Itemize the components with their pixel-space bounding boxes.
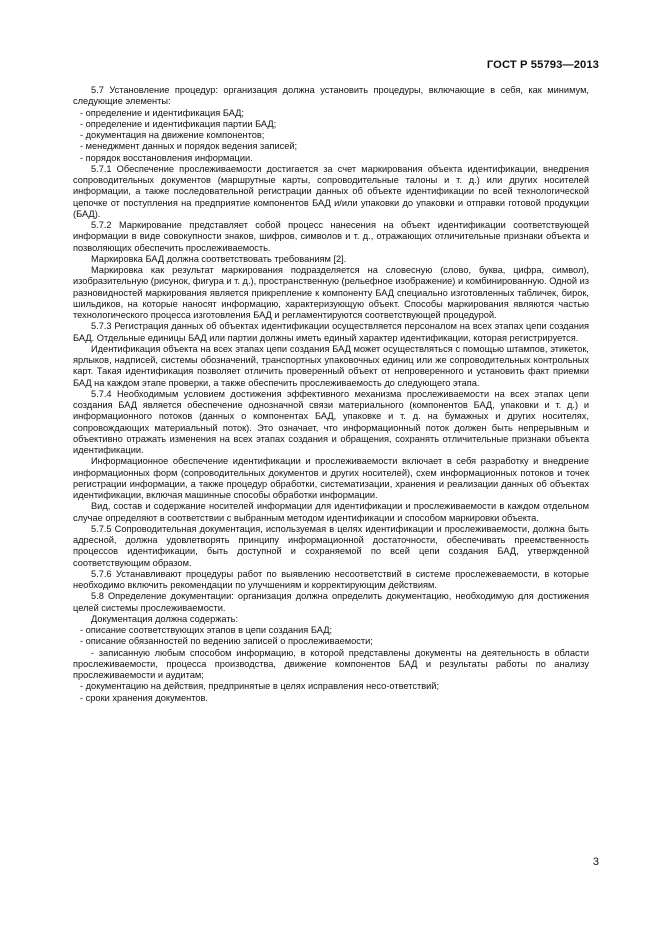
paragraph: 5.8 Определение документации: организация должна определить документацию, необходимую для достижения целей системы прослеживаемости. [73, 591, 589, 613]
document-body [73, 85, 589, 704]
list-item: - порядок восстановления информации. [80, 152, 253, 163]
paragraph: Документация должна содержать: [91, 613, 238, 624]
paragraph: - записанную любым способом информацию, в которой представлены документы на деятельность в области прослеживаемости, процесса производства, движение компонентов БАД и результаты работы по анализу прослеживаемости и аудитам; [73, 647, 589, 680]
paragraph: 5.7.4 Необходимым условием достижения эффективного механизма прослеживаемости на всех этапах цепи создания БАД является обеспечение однозначной связи материального (компонентов БАД, упаковки и т. д.) и информационного потоков (данных о компонентах БАД, упаковке и т. д. на бумажных и других носителях, сопровождающих материальный поток). Это означает, что информационный поток должен быть непрерывным и объективно отражать изменения на всех этапах создания и обращения, сохранять отличительные признаки объекта идентификации. [73, 388, 589, 455]
list-item: - документация на движение компонентов; [80, 130, 265, 140]
page-number: 3 [592, 856, 599, 868]
standard-header: ГОСТ Р 55793—2013 [486, 59, 599, 71]
list-item: - определение и идентификация партии БАД; [80, 118, 277, 129]
list-item: - описание обязанностей по ведению записей о прослеживаемости; [80, 636, 373, 647]
list-item: - менеджмент данных и порядок ведения записей; [80, 141, 298, 152]
paragraph: 5.7.3 Регистрация данных об объектах идентификации осуществляется персоналом на всех этапах цепи создания БАД. Отдельные единицы БАД или партии должны иметь единый характер идентификации, которая регистрируется. [73, 321, 589, 343]
paragraph: Идентификация объекта на всех этапах цепи создания БАД может осуществляться с помощью штампов, этикеток, ярлыков, надписей, системы обозначений, транспортных упаковочных единиц или же сопроводительных контрольных карт. Такая идентификация позволяет отличить проверенный объект от непроверенного и установить факт приемки БАД на каждом этапе проверки, а также обеспечить прослеживаемость до следующего этапа. [73, 343, 589, 388]
list-item: - документацию на действия, предпринятые в целях исправления несо-ответствий; [80, 681, 440, 692]
paragraph: 5.7.6 Устанавливают процедуры работ по выявлению несоответствий в системе прослежеваемости, в которые необходимо включить рекомендации по улучшениям и корректирующим действиям. [73, 568, 589, 590]
list-item: - определение и идентификация БАД; [80, 107, 245, 118]
paragraph: 5.7 Установление процедур: организация должна установить процедуры, включающие в себя, как минимум, следующие элементы: [73, 85, 589, 107]
paragraph: Маркировка БАД должна соответствовать требованиям [2]. [91, 253, 347, 264]
paragraph: Маркировка как результат маркирования подразделяется на словесную (слово, буква, цифра, символ), изобразительную (рисунок, фигура и т. д.), пространственную (рельефное изображение) и комбинированную. Одной из разновидностей маркирования является прикрепление к компоненту БАД специально изготовленных табличек, бирок, шильдиков, на которые наносят информацию, характеризующую объект. Способы маркирования являются частью технологического процесса изготовления БАД и регламентируются соответствующей процедурой. [73, 265, 589, 320]
list-item: - сроки хранения документов. [80, 692, 208, 703]
paragraph: 5.7.5 Сопроводительная документация, используемая в целях идентификации и прослеживаемости, должна быть адресной, должна удовлетворять принципу информационной достаточности, обеспечивать преемственность процессов идентификации, быть доступной и сохраняемой по всей цепи создания БАД, утвержденной соответствующим образом. [73, 523, 589, 568]
paragraph: 5.7.1 Обеспечение прослеживаемости достигается за счет маркирования объекта идентификации, внедрения сопроводительных документов (маршрутные карты, сопроводительные талоны и т. д.) или других носителей информации, а также последовательной регистрации данных об объекте идентификации по всей технологической цепочке от поступления на предприятие компонентов БАД и/или упаковки до упаковки и отправки готовой продукции (БАД). [73, 163, 589, 219]
paragraph: Вид, состав и содержание носителей информации для идентификации и прослеживаемости в каждом отдельном случае определяют в соответствии с выбранным методом идентификации и способом маркировки объекта. [73, 501, 589, 523]
paragraph: Информационное обеспечение идентификации и прослеживаемости включает в себя разработку и внедрение информационных форм (сопроводительных документов и других носителей), схем информационных потоков и точек регистрации информации, а также процедур обработки, систематизации, хранения и реализации данных об объектах идентификации, включая машинные способы обработки информации. [73, 456, 589, 500]
list-item: - описание соответствующих этапов в цепи создания БАД; [80, 625, 333, 635]
paragraph: 5.7.2 Маркирование представляет собой процесс нанесения на объект идентификации соответствующей информации в виде совокупности знаков, шифров, символов и т. д., отражающих отличительные признаки объекта и позволяющих обеспечить прослеживаемость. [73, 220, 589, 253]
